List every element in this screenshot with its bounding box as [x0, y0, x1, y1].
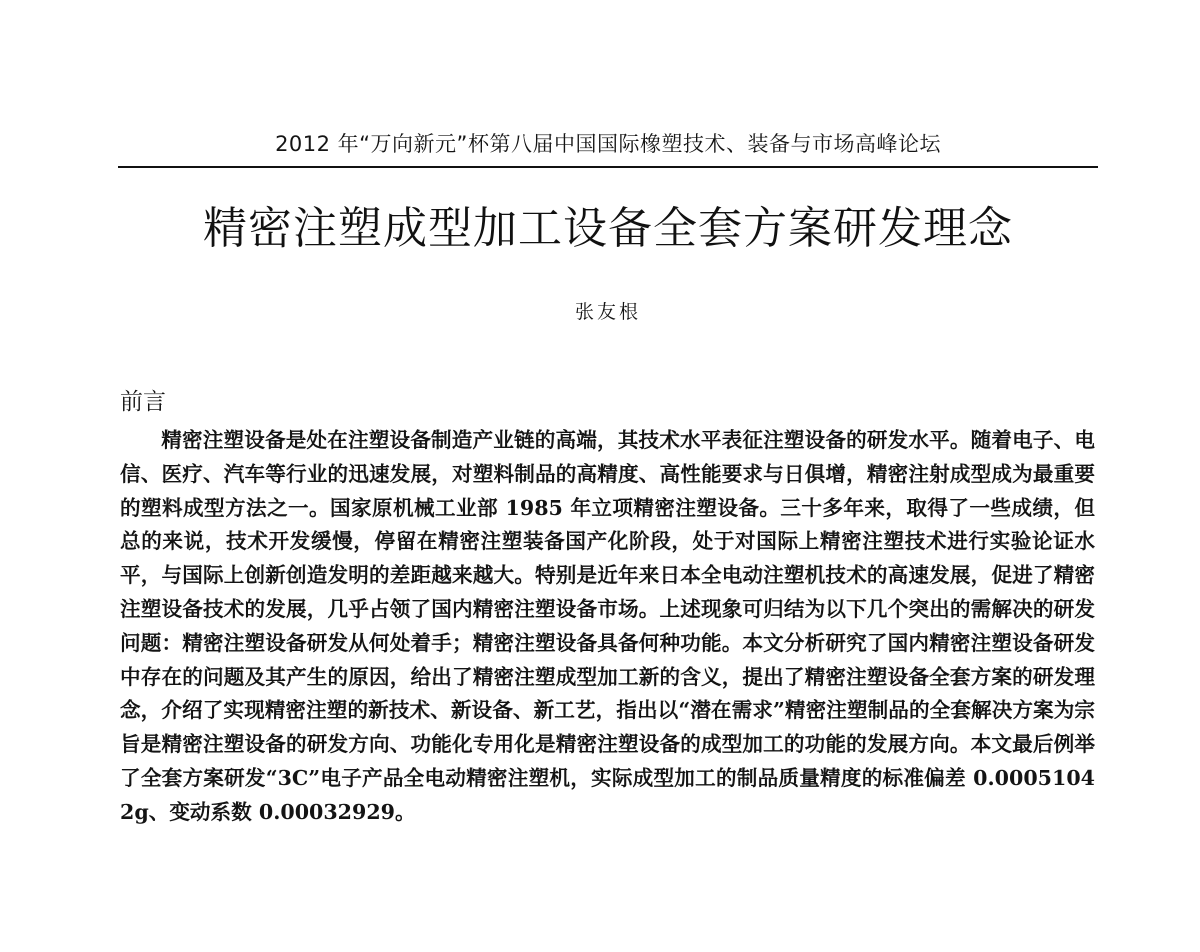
- paper-title: 精密注塑成型加工设备全套方案研发理念: [203, 203, 1013, 254]
- header-rule: [118, 166, 1098, 168]
- section-heading: 前言: [120, 389, 166, 415]
- author-name: 张友根: [574, 301, 641, 323]
- body-paragraph: 精密注塑设备是处在注塑设备制造产业链的高端，其技术水平表征注塑设备的研发水平。随着电子、电信、医疗、汽车等行业的迅速发展，对塑料制品的高精度、高性能要求与日俱增，精密注射成型成为最重要的塑料成型方法之一。国家原机械工业部 1985 年立项精密注塑设备。三十多年来，取得了一些成绩，但总的来说，技术开发缓慢，停留在精密注塑装备国产化阶段，处于对国际上精密注塑技术进行实验论证水平，与国际上创新创造发明的差距越来越大。特别是近年来日本全电动注塑机技术的高速发展，促进了精密注塑设备技术的发展，几乎占领了国内精密注塑设备市场。上述现象可归结为以下几个突出的需解决的研发问题：精密注塑设备研发从何处着手；精密注塑设备具备何种功能。本文分析研究了国内精密注塑设备研发中存在的问题及其产生的原因，给出了精密注塑成型加工新的含义，提出了精密注塑设备全套方案的研发理念，介绍了实现精密注塑的新技术、新设备、新工艺，指出以“潜在需求”精密注塑制品的全套解决方案为宗旨是精密注塑设备的研发方向、功能化专用化是精密注塑设备的成型加工的功能的发展方向。本文最后例举了全套方案研发“3C”电子产品全电动精密注塑机，实际成型加工的制品质量精度的标准偏差 0.00051042g、变动系数 0.00032929。: [120, 428, 1095, 824]
- running-header: 2012 年“万向新元”杯第八届中国国际橡塑技术、装备与市场高峰论坛: [275, 132, 941, 156]
